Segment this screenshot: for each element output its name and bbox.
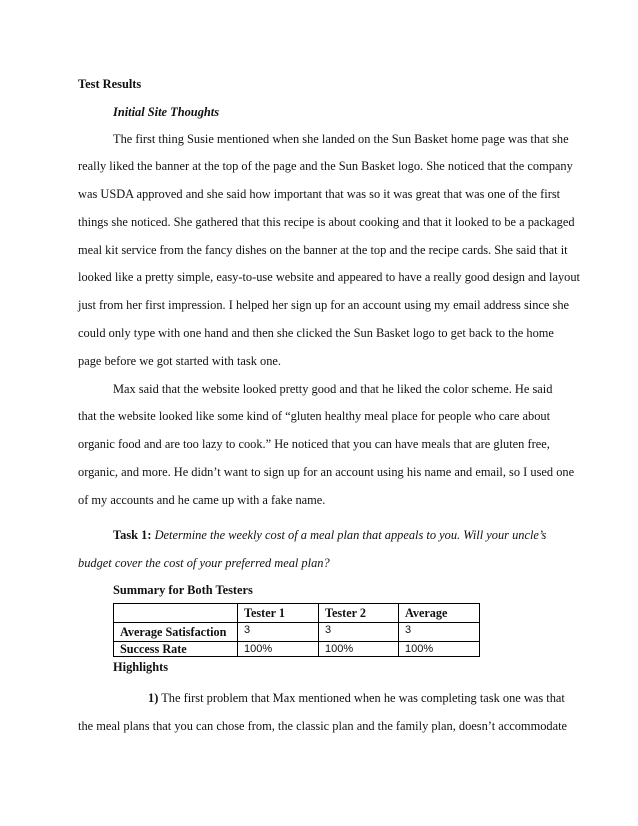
table-row <box>114 642 480 657</box>
paragraph-1-line: really liked the banner at the top of the page and the Sun Basket logo. She noticed that the company <box>78 159 573 173</box>
task-1-line <box>113 527 546 543</box>
paragraph-2-line: of my accounts and he came up with a fake name. <box>78 493 326 507</box>
task-label: Task 1: <box>113 528 152 542</box>
table-row-label: Average Satisfaction <box>114 623 238 642</box>
paragraph-1-line: was USDA approved and she said how important that was so it was great that was one of the first <box>78 187 561 201</box>
table-cell: 100% <box>238 642 319 657</box>
paragraph-1-line: things she noticed. She gathered that this recipe is about cooking and that it looked to be a packaged <box>78 215 575 229</box>
highlight-label: 1) <box>148 691 159 705</box>
paragraph-1-line: looked like a pretty simple, easy-to-use website and appeared to have a really good design and layout <box>78 270 581 284</box>
task-text: Determine the weekly cost of a meal plan that appeals to you. Will your uncle’s <box>151 528 547 542</box>
highlights-title: Highlights <box>113 660 169 674</box>
paragraph-1-line: could only type with one hand and then she clicked the Sun Basket logo to get back to the home <box>78 326 554 340</box>
table-header-cell: Average <box>399 604 480 623</box>
table-cell: 100% <box>399 642 480 657</box>
table-header-row <box>114 604 480 623</box>
table-row <box>114 623 480 642</box>
table-row-label: Success Rate <box>114 642 238 657</box>
table-cell: 100% <box>319 642 399 657</box>
task-1-line-2: budget cover the cost of your preferred meal plan? <box>78 556 330 570</box>
paragraph-1-line: The first thing Susie mentioned when she landed on the Sun Basket home page was that she <box>113 132 569 146</box>
table-cell: 3 <box>399 623 480 642</box>
highlight-1-line <box>148 690 565 706</box>
table-cell: 3 <box>319 623 399 642</box>
highlight-text: The first problem that Max mentioned when he was completing task one was that <box>158 691 565 705</box>
table-cell: 3 <box>238 623 319 642</box>
paragraph-2-line: Max said that the website looked pretty good and that he liked the color scheme. He said <box>113 382 553 396</box>
paragraph-2-line: organic food and are too lazy to cook.” He noticed that you can have meals that are gluten free, <box>78 437 550 451</box>
table-header-cell: Tester 2 <box>319 604 399 623</box>
table-header-cell <box>114 604 238 623</box>
summary-table <box>113 603 480 657</box>
summary-title: Summary for Both Testers <box>113 583 253 597</box>
table-header-cell: Tester 1 <box>238 604 319 623</box>
paragraph-1-line: just from her first impression. I helped her sign up for an account using my email address since she <box>78 298 570 312</box>
paragraph-1-line: meal kit service from the fancy dishes on the banner at the top and the recipe cards. She said that it <box>78 243 568 257</box>
paragraph-2-line: that the website looked like some kind of “gluten healthy meal place for people who care about <box>78 409 551 423</box>
paragraph-1-line: page before we got started with task one. <box>78 354 281 368</box>
highlight-1-line-2: the meal plans that you can chose from, the classic plan and the family plan, doesn’t accommodate <box>78 719 568 733</box>
subheading: Initial Site Thoughts <box>113 105 220 119</box>
paragraph-2-line: organic, and more. He didn’t want to sign up for an account using his name and email, so I used one <box>78 465 575 479</box>
heading: Test Results <box>78 77 142 91</box>
